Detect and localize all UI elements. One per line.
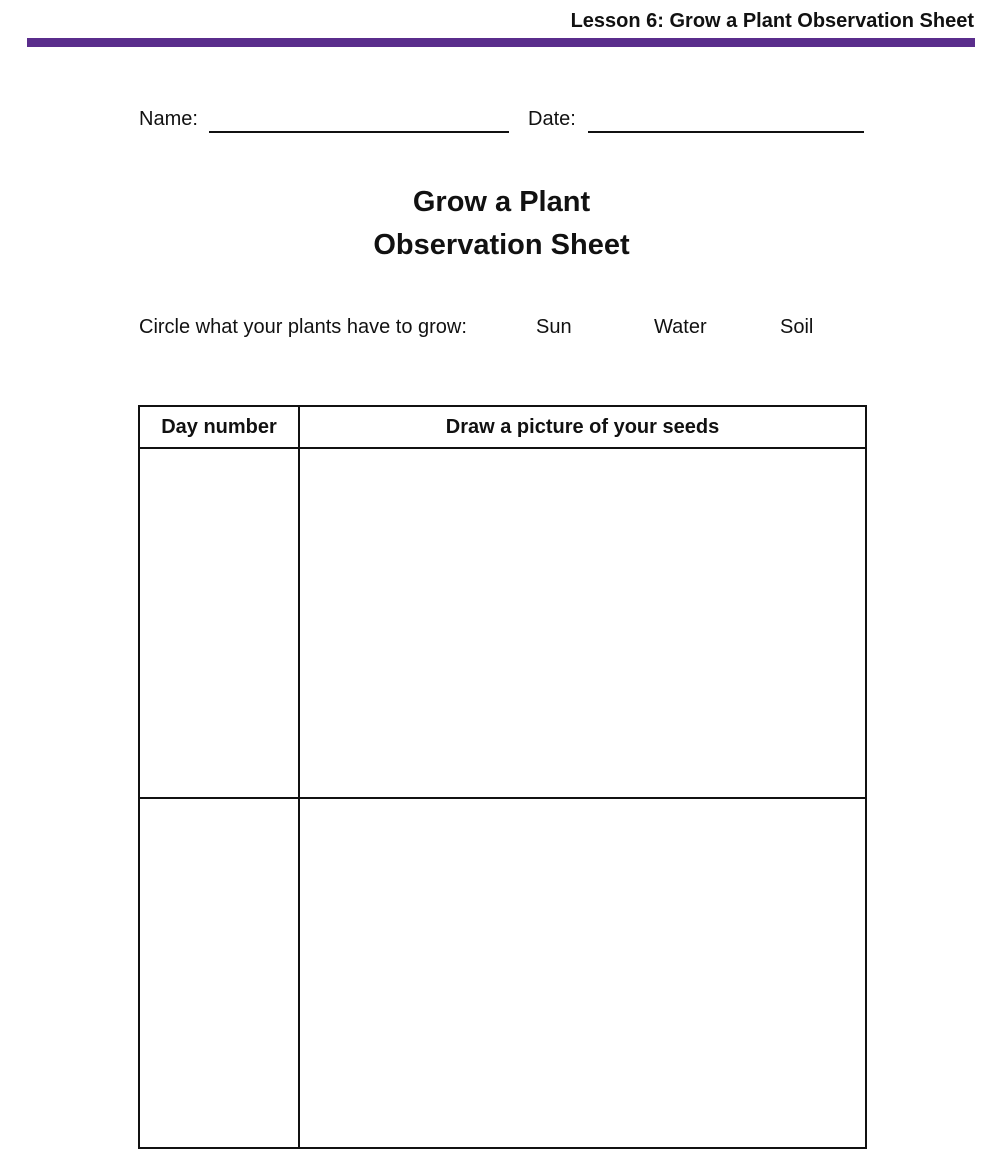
header-divider bbox=[27, 38, 975, 47]
worksheet-title-line-1: Grow a Plant bbox=[412, 186, 591, 218]
name-field-line[interactable] bbox=[209, 131, 509, 133]
worksheet-title-line-2: Observation Sheet bbox=[373, 229, 630, 261]
circle-prompt-question: Circle what your plants have to grow: bbox=[139, 316, 467, 338]
day-number-cell[interactable] bbox=[139, 448, 299, 798]
table-row bbox=[139, 448, 866, 798]
drawing-cell[interactable] bbox=[299, 798, 866, 1148]
day-number-cell[interactable] bbox=[139, 798, 299, 1148]
name-date-row bbox=[139, 106, 864, 136]
page-header-title: Lesson 6: Grow a Plant Observation Sheet bbox=[570, 10, 974, 32]
name-label: Name: bbox=[139, 108, 198, 130]
option-soil[interactable]: Soil bbox=[780, 316, 814, 338]
option-water[interactable]: Water bbox=[654, 316, 707, 338]
table-row bbox=[139, 798, 866, 1148]
header-divider-bar bbox=[27, 38, 975, 47]
circle-prompt-row bbox=[139, 316, 899, 344]
header-drawing: Draw a picture of your seeds bbox=[299, 406, 866, 448]
observation-table bbox=[138, 405, 867, 1149]
date-label: Date: bbox=[528, 108, 576, 130]
option-sun[interactable]: Sun bbox=[536, 316, 572, 338]
header-day-number: Day number bbox=[139, 406, 299, 448]
table-header-row bbox=[139, 406, 866, 448]
drawing-cell[interactable] bbox=[299, 448, 866, 798]
worksheet-title bbox=[0, 181, 1000, 267]
date-field-line[interactable] bbox=[588, 131, 864, 133]
